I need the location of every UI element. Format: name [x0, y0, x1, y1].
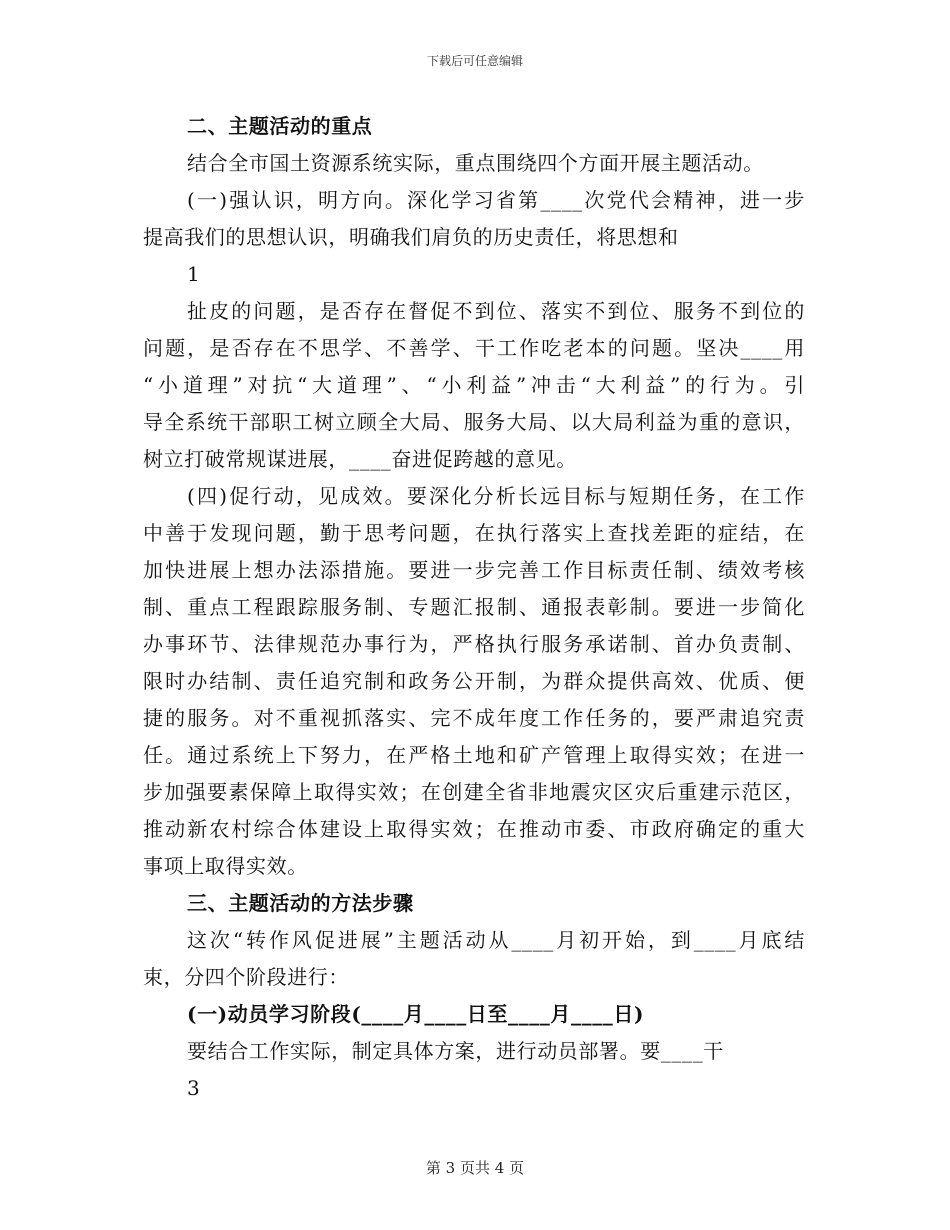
section-heading: 三、主题活动的方法步骤 [187, 891, 414, 915]
paragraph-line: 问题，是否存在不思学、不善学、干工作吃老本的问题。坚决____用 [143, 336, 805, 360]
paragraph-line: 中善于发现问题，勤于思考问题，在执行落实上查找差距的症结，在 [143, 521, 805, 545]
document-body [143, 108, 805, 1107]
paragraph-line: 办事环节、法律规范办事行为，严格执行服务承诺制、首办负责制、 [143, 632, 805, 656]
paragraph-line: 导全系统干部职工树立顾全大局、服务大局、以大局利益为重的意识， [143, 410, 805, 434]
section-heading: (一)动员学习阶段(____月____日至____月____日) [187, 1002, 645, 1026]
paragraph-line: 结合全市国土资源系统实际，重点围绕四个方面开展主题活动。 [187, 151, 764, 175]
paragraph-line: 扯皮的问题，是否存在督促不到位、落实不到位、服务不到位的 [187, 299, 805, 323]
paragraph-line: (四)促行动，见成效。要深化分析长远目标与短期任务，在工作 [187, 484, 805, 508]
inline-page-number: 3 [187, 1076, 201, 1100]
paragraph-line: 树立打破常规谋进展，____奋进促跨越的意见。 [143, 447, 577, 471]
page-header: 下载后可任意编辑 [426, 54, 523, 68]
paragraph-line: 束，分四个阶段进行： [143, 965, 349, 989]
paragraph-line: 捷的服务。对不重视抓落实、完不成年度工作任务的，要严肃追究责 [143, 706, 805, 730]
section-heading: 二、主题活动的重点 [187, 114, 373, 138]
paragraph-line: 要结合工作实际，制定具体方案，进行动员部署。要____干 [187, 1039, 724, 1063]
paragraph-line: 推动新农村综合体建设上取得实效；在推动市委、市政府确定的重大 [143, 817, 805, 841]
inline-page-number: 1 [187, 262, 201, 286]
paragraph-line: 任。通过系统上下努力，在严格土地和矿产管理上取得实效；在进一 [143, 743, 805, 767]
paragraph-line: (一)强认识，明方向。深化学习省第____次党代会精神，进一步 [187, 188, 805, 212]
paragraph-line: 制、重点工程跟踪服务制、专题汇报制、通报表彰制。要进一步简化 [143, 595, 805, 619]
paragraph-line: 步加强要素保障上取得实效；在创建全省非地震灾区灾后重建示范区， [143, 780, 805, 804]
paragraph-line: 提高我们的思想认识，明确我们肩负的历史责任，将思想和 [143, 225, 679, 249]
paragraph-line: 事项上取得实效。 [143, 854, 308, 878]
page-footer: 第 3 页共 4 页 [425, 1159, 525, 1177]
paragraph-line: 限时办结制、责任追究制和政务公开制，为群众提供高效、优质、便 [143, 669, 805, 693]
paragraph-line: 这次“转作风促进展”主题活动从____月初开始，到____月底结 [187, 928, 805, 952]
paragraph-line: 加快进展上想办法添措施。要进一步完善工作目标责任制、绩效考核 [143, 558, 805, 582]
paragraph-line: “小道理”对抗“大道理”、“小利益”冲击“大利益”的行为。引 [143, 373, 805, 397]
